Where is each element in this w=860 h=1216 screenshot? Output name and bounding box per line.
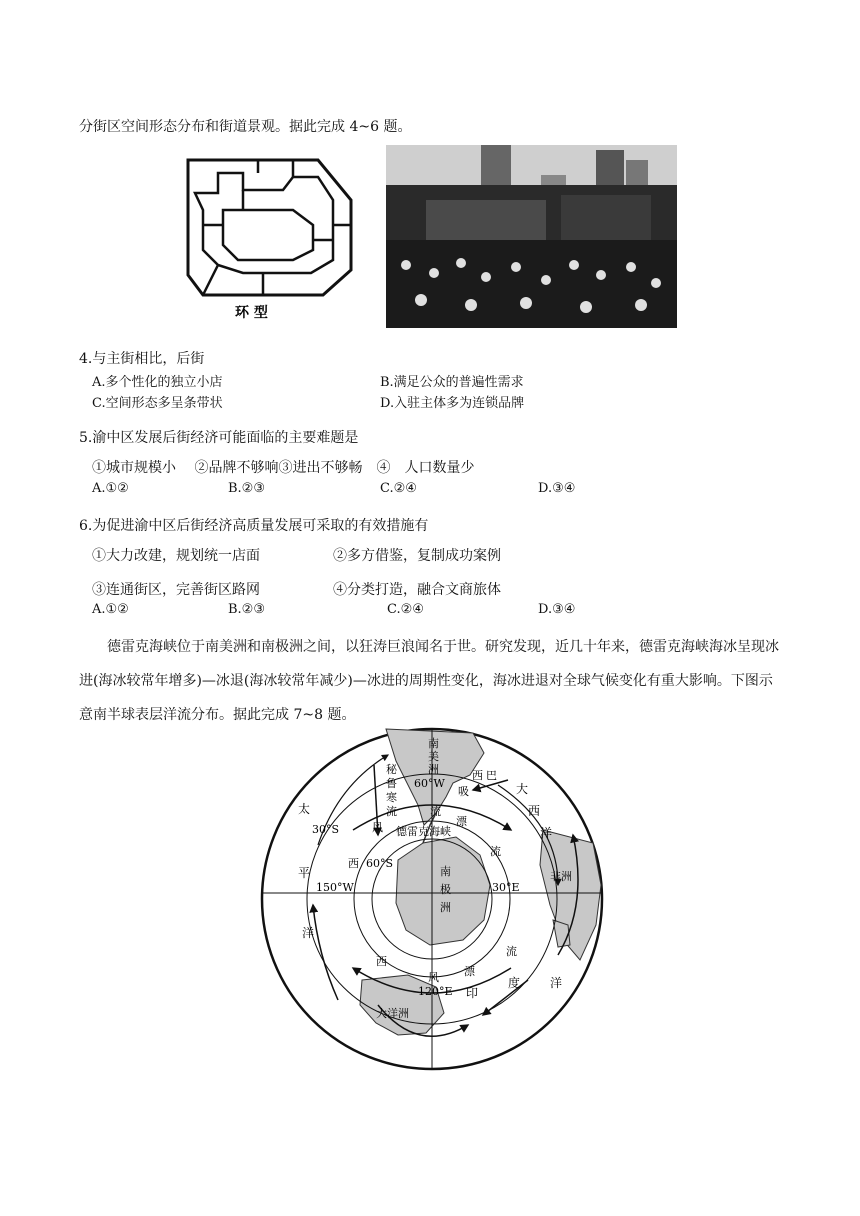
q6-item-4: ④分类打造，融合文商旅体 [333, 582, 501, 598]
q6-item-3: ③连通街区，完善街区路网 [92, 582, 260, 598]
q5-items: ①城市规模小 ②品牌不够响③进出不够畅 ④ 人口数量少 [92, 460, 475, 476]
label-brazil-1: 巴 [486, 769, 497, 782]
label-peru-current-4: 流 [386, 805, 397, 818]
label-indian-2: 度 [508, 976, 521, 990]
q4-option-d[interactable]: D.入驻主体多为连锁品牌 [380, 396, 525, 411]
label-indian-3: 洋 [550, 976, 563, 990]
label-atlantic-1: 大 [516, 782, 529, 796]
q4-option-c[interactable]: C.空间形态多呈条带状 [92, 396, 223, 411]
label-south-america-char: 南 [428, 737, 439, 750]
label-drake-passage: 德雷克海峡 [396, 825, 451, 838]
label-antarctica-2: 极 [440, 883, 451, 896]
label-antarctica-1: 南 [440, 865, 451, 878]
q6-option-c[interactable]: C.②④ [387, 602, 424, 617]
q4-option-b[interactable]: B.满足公众的普遍性需求 [380, 375, 524, 390]
q6-item-1: ①大力改建，规划统一店面 [92, 548, 260, 564]
label-lon-60w: 60°W [414, 777, 445, 790]
label-peru-current-1: 秘 [386, 763, 397, 776]
q4-stem: 4.与主街相比，后街 [79, 351, 205, 367]
q6-item-2: ②多方借鉴，复制成功案例 [333, 548, 501, 564]
label-westerly-bottom-1: 西 [376, 955, 387, 968]
southern-hemisphere-current-map [258, 725, 606, 1073]
q5-option-d[interactable]: D.③④ [538, 481, 576, 496]
label-lat-30: 30°S [312, 823, 340, 836]
label-westerly-left-1: 风 [372, 821, 383, 834]
label-africa: 非洲 [550, 870, 572, 883]
q6-option-b[interactable]: B.②③ [228, 602, 265, 617]
label-westerly-bottom-3: 漂 [464, 965, 475, 978]
label-south-america-char: 美 [428, 750, 439, 763]
label-peru-current-3: 寒 [386, 791, 397, 804]
label-lat-60: 60°S [366, 857, 394, 870]
label-south-america-char: 洲 [428, 763, 439, 776]
q5-stem: 5.渝中区发展后街经济可能面临的主要难题是 [79, 430, 359, 446]
label-lon-150w: 150°W [316, 881, 354, 894]
label-oceania: 大洋洲 [376, 1007, 409, 1020]
label-westerly-bottom-2: 风 [428, 971, 439, 984]
label-atlantic-3: 洋 [540, 826, 553, 840]
q6-stem: 6.为促进渝中区后街经济高质量发展可采取的有效措施有 [79, 518, 429, 534]
ring-street-sketch [183, 155, 363, 325]
q4-option-a[interactable]: A.多个性化的独立小店 [92, 375, 223, 390]
label-pacific-2: 平 [298, 866, 311, 880]
label-lon-120e: 120°E [418, 985, 453, 998]
label-westerly-left-2: 西 [348, 857, 359, 870]
q6-option-a[interactable]: A.①② [92, 602, 129, 617]
label-pacific-3: 洋 [302, 926, 315, 940]
label-peru-current-2: 鲁 [386, 777, 397, 790]
intro-line: 分街区空间形态分布和街道景观。据此完成 4~6 题。 [79, 119, 412, 135]
label-lon-30e: 30°E [492, 881, 520, 894]
q5-option-b[interactable]: B.②③ [228, 481, 265, 496]
label-westerly-right-1: 漂 [456, 815, 467, 828]
label-westerly-right-3: 流 [506, 945, 517, 958]
sketch-caption: 环 型 [235, 305, 268, 321]
street-scene-photo [386, 145, 677, 328]
label-xi: 吸 [458, 785, 469, 798]
passage-drake: 德雷克海峡位于南美洲和南极洲之间，以狂涛巨浪闻名于世。研究发现，近几十年来，德雷克海峡海冰呈现冰进(海冰较常年增多)—冰退(海冰较常年减少)—冰进的周期性变化，海冰进退对全球气候变化有重大影响。下图示意南半球表层洋流分布。据此完成 7~8 题。 [79, 639, 779, 723]
label-westerly-right-2: 流 [490, 845, 501, 858]
label-liu-top: 流 [430, 805, 441, 818]
q5-option-a[interactable]: A.①② [92, 481, 129, 496]
label-pacific-1: 太 [298, 802, 311, 816]
q6-option-d[interactable]: D.③④ [538, 602, 576, 617]
label-antarctica-3: 洲 [440, 901, 451, 914]
label-brazil-2: 西 [472, 769, 483, 782]
label-indian-1: 印 [466, 986, 479, 1000]
q5-option-c[interactable]: C.②④ [380, 481, 417, 496]
label-atlantic-2: 西 [528, 804, 541, 818]
